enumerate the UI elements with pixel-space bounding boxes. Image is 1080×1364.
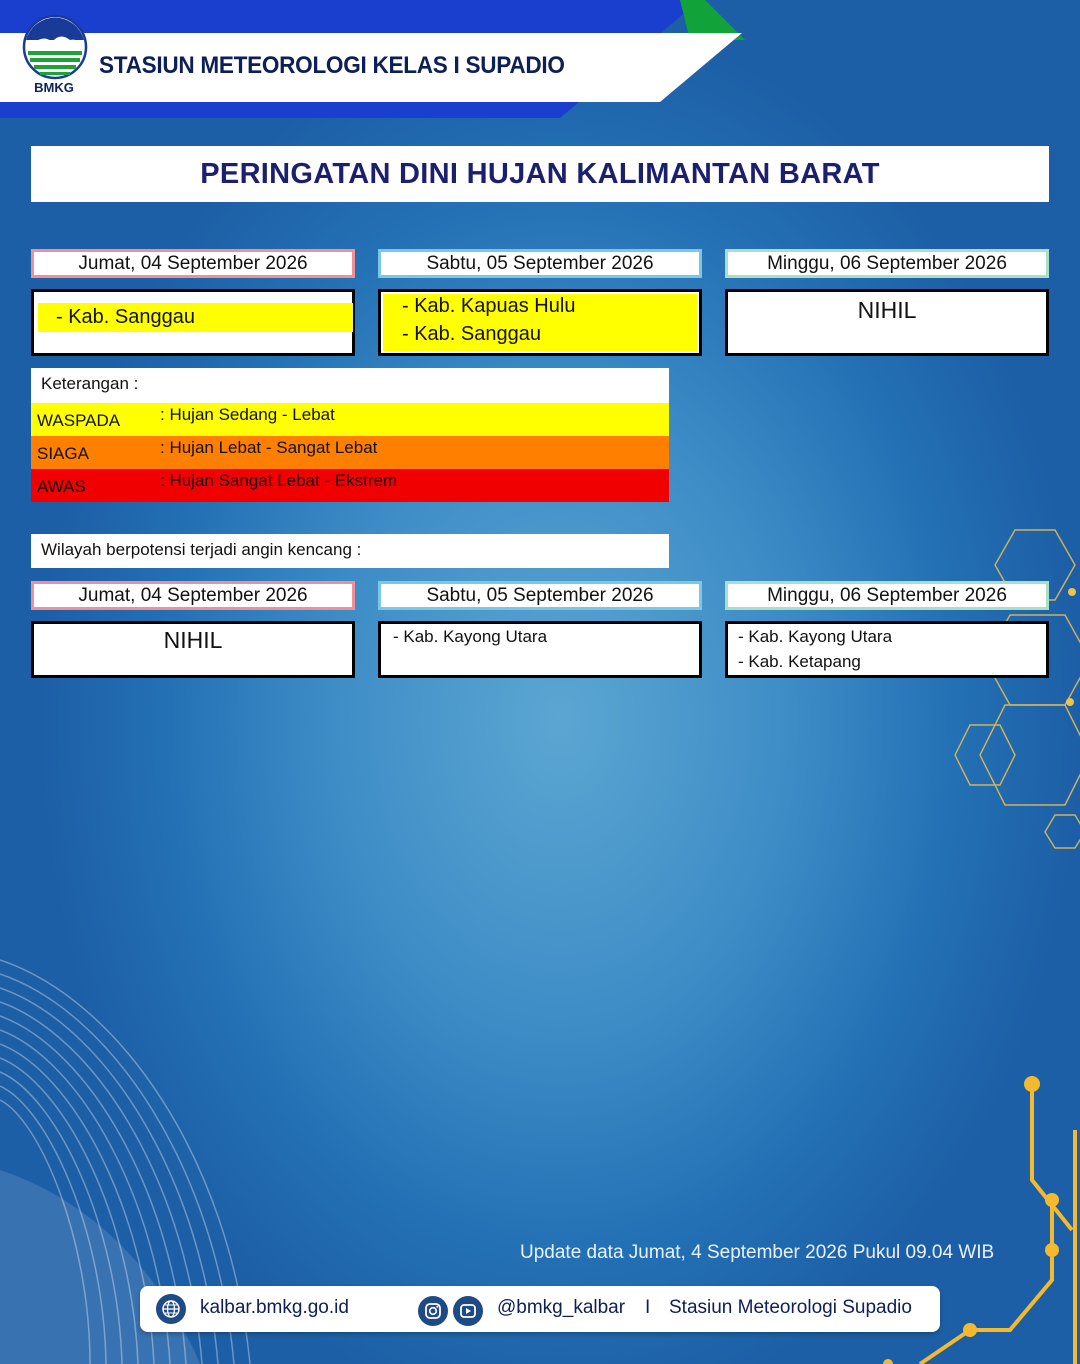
wind-day-content-2 <box>378 621 702 678</box>
wind-region: - Kab. Kayong Utara <box>393 627 548 646</box>
wind-day-content-3 <box>725 621 1049 678</box>
legend-desc: : Hujan Sangat Lebat - Ekstrem <box>160 471 398 490</box>
footer-separator: I <box>645 1297 651 1318</box>
legend-row-awas <box>31 469 669 502</box>
page-title-box <box>31 146 1049 202</box>
wind-region: - Kab. Ketapang <box>738 652 861 671</box>
wind-day-header-1: Jumat, 04 September 2026 <box>31 581 355 610</box>
nihil-text: NIHIL <box>163 627 223 653</box>
wind-day-content-1 <box>31 621 355 678</box>
rain-day-content-1 <box>31 289 355 356</box>
nihil-text: NIHIL <box>857 297 917 323</box>
wind-region: - Kab. Kayong Utara <box>738 627 893 646</box>
wind-day-header-3: Minggu, 06 September 2026 <box>725 581 1049 610</box>
station-name: STASIUN METEOROLOGI KELAS I SUPADIO <box>99 52 565 79</box>
rain-region: - Kab. Sanggau <box>402 323 541 345</box>
rain-day-header-3: Minggu, 06 September 2026 <box>725 249 1049 278</box>
wind-heading-box <box>31 534 669 568</box>
legend <box>31 368 669 502</box>
legend-row-siaga <box>31 436 669 469</box>
rain-region: - Kab. Kapuas Hulu <box>402 295 576 317</box>
legend-level: WASPADA <box>37 411 121 430</box>
social-handle[interactable]: @bmkg_kalbar <box>497 1297 626 1318</box>
legend-desc: : Hujan Lebat - Sangat Lebat <box>160 438 378 457</box>
decorative-hexagons <box>940 520 1080 860</box>
legend-desc: : Hujan Sedang - Lebat <box>160 405 335 424</box>
page-title: PERINGATAN DINI HUJAN KALIMANTAN BARAT <box>200 157 880 190</box>
legend-row-waspada <box>31 403 669 436</box>
footer-bar <box>140 1286 940 1332</box>
rain-day-content-3 <box>725 289 1049 356</box>
legend-level: SIAGA <box>37 444 89 463</box>
instagram-icon <box>418 1296 448 1326</box>
footer-org: Stasiun Meteorologi Supadio <box>669 1297 912 1318</box>
legend-heading-box <box>31 368 669 403</box>
update-timestamp: Update data Jumat, 4 September 2026 Pukul 09.04 WIB <box>520 1242 995 1263</box>
website-link[interactable]: kalbar.bmkg.go.id <box>200 1297 349 1318</box>
rain-day-header-1: Jumat, 04 September 2026 <box>31 249 355 278</box>
legend-heading: Keterangan : <box>41 374 139 393</box>
rain-day-header-2: Sabtu, 05 September 2026 <box>378 249 702 278</box>
legend-level: AWAS <box>37 477 86 496</box>
globe-icon <box>156 1294 186 1324</box>
wind-heading: Wilayah berpotensi terjadi angin kencang : <box>41 540 362 559</box>
rain-region: - Kab. Sanggau <box>56 306 195 328</box>
logo-text: BMKG <box>34 80 74 95</box>
wind-day-header-2: Sabtu, 05 September 2026 <box>378 581 702 610</box>
youtube-icon <box>453 1296 483 1326</box>
rain-day-content-2 <box>378 289 702 356</box>
